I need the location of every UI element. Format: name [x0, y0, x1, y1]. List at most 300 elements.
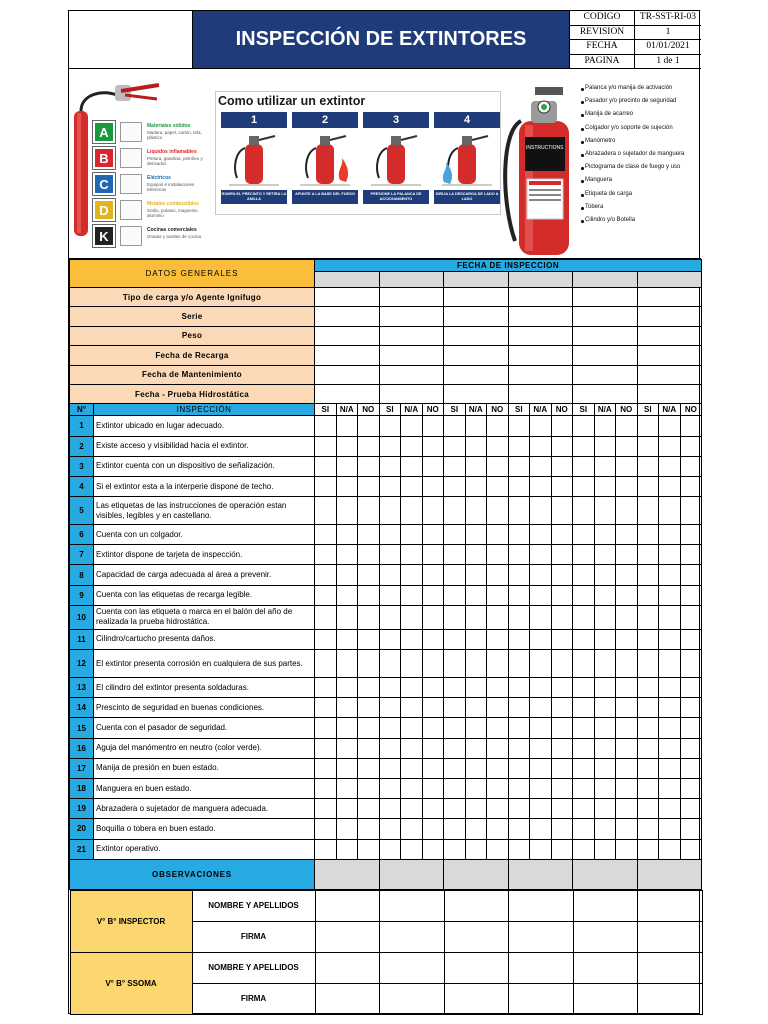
checkbox-cell[interactable]: [659, 718, 681, 738]
checkbox-cell[interactable]: [616, 605, 638, 629]
checkbox-cell[interactable]: [358, 565, 380, 585]
checkbox-cell[interactable]: [401, 416, 423, 436]
checkbox-cell[interactable]: [465, 778, 487, 798]
checkbox-cell[interactable]: [508, 650, 530, 678]
inspection-date-field[interactable]: [444, 272, 509, 288]
checkbox-cell[interactable]: [508, 565, 530, 585]
name-field[interactable]: [380, 890, 445, 921]
checkbox-cell[interactable]: [637, 778, 659, 798]
checkbox-cell[interactable]: [487, 629, 509, 649]
observation-field[interactable]: [508, 859, 573, 889]
checkbox-cell[interactable]: [637, 497, 659, 525]
checkbox-cell[interactable]: [487, 819, 509, 839]
checkbox-cell[interactable]: [659, 738, 681, 758]
checkbox-cell[interactable]: [379, 799, 401, 819]
checkbox-cell[interactable]: [358, 778, 380, 798]
checkbox-cell[interactable]: [508, 545, 530, 565]
checkbox-cell[interactable]: [358, 545, 380, 565]
checkbox-cell[interactable]: [530, 585, 552, 605]
checkbox-cell[interactable]: [358, 436, 380, 456]
checkbox-cell[interactable]: [508, 585, 530, 605]
checkbox-cell[interactable]: [616, 565, 638, 585]
checkbox-cell[interactable]: [465, 436, 487, 456]
checkbox-cell[interactable]: [594, 778, 616, 798]
checkbox-cell[interactable]: [422, 839, 444, 859]
checkbox-cell[interactable]: [551, 698, 573, 718]
checkbox-cell[interactable]: [551, 497, 573, 525]
checkbox-cell[interactable]: [336, 416, 358, 436]
checkbox-cell[interactable]: [379, 416, 401, 436]
checkbox-cell[interactable]: [358, 497, 380, 525]
general-data-field[interactable]: [508, 346, 573, 365]
checkbox-cell[interactable]: [594, 650, 616, 678]
general-data-field[interactable]: [637, 346, 702, 365]
general-data-field[interactable]: [573, 326, 638, 345]
checkbox-cell[interactable]: [530, 497, 552, 525]
checkbox-cell[interactable]: [551, 545, 573, 565]
checkbox-cell[interactable]: [358, 799, 380, 819]
checkbox-cell[interactable]: [401, 778, 423, 798]
inspection-date-field[interactable]: [315, 272, 380, 288]
checkbox-cell[interactable]: [659, 476, 681, 496]
checkbox-cell[interactable]: [336, 436, 358, 456]
checkbox-cell[interactable]: [336, 698, 358, 718]
signature-field[interactable]: [444, 983, 509, 1014]
checkbox-cell[interactable]: [401, 629, 423, 649]
signature-field[interactable]: [315, 921, 380, 952]
checkbox-cell[interactable]: [379, 585, 401, 605]
checkbox-cell[interactable]: [487, 585, 509, 605]
checkbox-cell[interactable]: [637, 819, 659, 839]
checkbox-cell[interactable]: [358, 650, 380, 678]
checkbox-cell[interactable]: [422, 525, 444, 545]
checkbox-cell[interactable]: [487, 778, 509, 798]
checkbox-cell[interactable]: [594, 476, 616, 496]
checkbox-cell[interactable]: [444, 525, 466, 545]
checkbox-cell[interactable]: [573, 778, 595, 798]
checkbox-cell[interactable]: [487, 605, 509, 629]
checkbox-cell[interactable]: [444, 629, 466, 649]
checkbox-cell[interactable]: [680, 565, 702, 585]
signature-field[interactable]: [444, 921, 509, 952]
general-data-field[interactable]: [444, 346, 509, 365]
checkbox-cell[interactable]: [401, 456, 423, 476]
checkbox-cell[interactable]: [680, 585, 702, 605]
checkbox-cell[interactable]: [315, 497, 337, 525]
checkbox-cell[interactable]: [336, 650, 358, 678]
checkbox-cell[interactable]: [487, 650, 509, 678]
checkbox-cell[interactable]: [551, 629, 573, 649]
checkbox-cell[interactable]: [422, 416, 444, 436]
signature-field[interactable]: [380, 921, 445, 952]
signature-field[interactable]: [315, 983, 380, 1014]
checkbox-cell[interactable]: [336, 839, 358, 859]
checkbox-cell[interactable]: [465, 497, 487, 525]
signature-field[interactable]: [380, 983, 445, 1014]
checkbox-cell[interactable]: [659, 678, 681, 698]
signature-field[interactable]: [509, 983, 574, 1014]
checkbox-cell[interactable]: [680, 476, 702, 496]
checkbox-cell[interactable]: [659, 650, 681, 678]
checkbox-cell[interactable]: [379, 497, 401, 525]
checkbox-cell[interactable]: [637, 629, 659, 649]
checkbox-cell[interactable]: [508, 497, 530, 525]
checkbox-cell[interactable]: [508, 456, 530, 476]
name-field[interactable]: [573, 890, 638, 921]
checkbox-cell[interactable]: [358, 629, 380, 649]
checkbox-cell[interactable]: [573, 758, 595, 778]
checkbox-cell[interactable]: [659, 585, 681, 605]
checkbox-cell[interactable]: [358, 738, 380, 758]
checkbox-cell[interactable]: [680, 525, 702, 545]
checkbox-cell[interactable]: [680, 436, 702, 456]
general-data-field[interactable]: [508, 326, 573, 345]
checkbox-cell[interactable]: [422, 650, 444, 678]
checkbox-cell[interactable]: [444, 698, 466, 718]
signature-field[interactable]: [573, 921, 638, 952]
checkbox-cell[interactable]: [444, 819, 466, 839]
checkbox-cell[interactable]: [422, 738, 444, 758]
checkbox-cell[interactable]: [336, 629, 358, 649]
checkbox-cell[interactable]: [659, 436, 681, 456]
general-data-field[interactable]: [444, 288, 509, 307]
checkbox-cell[interactable]: [551, 778, 573, 798]
checkbox-cell[interactable]: [594, 416, 616, 436]
checkbox-cell[interactable]: [573, 585, 595, 605]
checkbox-cell[interactable]: [637, 718, 659, 738]
checkbox-cell[interactable]: [573, 819, 595, 839]
checkbox-cell[interactable]: [315, 819, 337, 839]
checkbox-cell[interactable]: [594, 525, 616, 545]
checkbox-cell[interactable]: [551, 436, 573, 456]
checkbox-cell[interactable]: [315, 565, 337, 585]
checkbox-cell[interactable]: [594, 738, 616, 758]
general-data-field[interactable]: [508, 365, 573, 384]
checkbox-cell[interactable]: [616, 436, 638, 456]
checkbox-cell[interactable]: [336, 758, 358, 778]
checkbox-cell[interactable]: [315, 605, 337, 629]
checkbox-cell[interactable]: [315, 416, 337, 436]
checkbox-cell[interactable]: [379, 698, 401, 718]
signature-field[interactable]: [573, 983, 638, 1014]
checkbox-cell[interactable]: [358, 476, 380, 496]
checkbox-cell[interactable]: [465, 678, 487, 698]
checkbox-cell[interactable]: [444, 605, 466, 629]
general-data-field[interactable]: [315, 346, 380, 365]
checkbox-cell[interactable]: [659, 497, 681, 525]
checkbox-cell[interactable]: [336, 545, 358, 565]
checkbox-cell[interactable]: [465, 565, 487, 585]
checkbox-cell[interactable]: [379, 629, 401, 649]
checkbox-cell[interactable]: [573, 476, 595, 496]
checkbox-cell[interactable]: [422, 497, 444, 525]
checkbox-cell[interactable]: [659, 416, 681, 436]
general-data-field[interactable]: [379, 288, 444, 307]
checkbox-cell[interactable]: [616, 497, 638, 525]
checkbox-cell[interactable]: [637, 436, 659, 456]
general-data-field[interactable]: [573, 307, 638, 326]
checkbox-cell[interactable]: [680, 650, 702, 678]
checkbox-cell[interactable]: [487, 436, 509, 456]
observation-field[interactable]: [379, 859, 444, 889]
checkbox-cell[interactable]: [401, 497, 423, 525]
checkbox-cell[interactable]: [637, 799, 659, 819]
inspection-date-field[interactable]: [637, 272, 702, 288]
checkbox-cell[interactable]: [422, 585, 444, 605]
checkbox-cell[interactable]: [616, 819, 638, 839]
checkbox-cell[interactable]: [444, 476, 466, 496]
checkbox-cell[interactable]: [465, 545, 487, 565]
checkbox-cell[interactable]: [315, 456, 337, 476]
checkbox-cell[interactable]: [315, 436, 337, 456]
checkbox-cell[interactable]: [401, 819, 423, 839]
checkbox-cell[interactable]: [465, 629, 487, 649]
checkbox-cell[interactable]: [508, 476, 530, 496]
checkbox-cell[interactable]: [551, 416, 573, 436]
checkbox-cell[interactable]: [379, 819, 401, 839]
checkbox-cell[interactable]: [487, 497, 509, 525]
checkbox-cell[interactable]: [336, 525, 358, 545]
checkbox-cell[interactable]: [401, 758, 423, 778]
general-data-field[interactable]: [508, 307, 573, 326]
checkbox-cell[interactable]: [530, 758, 552, 778]
checkbox-cell[interactable]: [487, 525, 509, 545]
checkbox-cell[interactable]: [401, 799, 423, 819]
checkbox-cell[interactable]: [465, 738, 487, 758]
checkbox-cell[interactable]: [508, 678, 530, 698]
checkbox-cell[interactable]: [637, 585, 659, 605]
checkbox-cell[interactable]: [315, 650, 337, 678]
checkbox-cell[interactable]: [336, 605, 358, 629]
checkbox-cell[interactable]: [401, 476, 423, 496]
observation-field[interactable]: [637, 859, 702, 889]
checkbox-cell[interactable]: [508, 416, 530, 436]
general-data-field[interactable]: [637, 365, 702, 384]
checkbox-cell[interactable]: [358, 718, 380, 738]
checkbox-cell[interactable]: [508, 698, 530, 718]
checkbox-cell[interactable]: [530, 799, 552, 819]
checkbox-cell[interactable]: [379, 650, 401, 678]
checkbox-cell[interactable]: [659, 545, 681, 565]
checkbox-cell[interactable]: [422, 456, 444, 476]
checkbox-cell[interactable]: [616, 585, 638, 605]
checkbox-cell[interactable]: [530, 416, 552, 436]
checkbox-cell[interactable]: [616, 650, 638, 678]
checkbox-cell[interactable]: [551, 799, 573, 819]
checkbox-cell[interactable]: [379, 605, 401, 629]
checkbox-cell[interactable]: [465, 799, 487, 819]
checkbox-cell[interactable]: [530, 839, 552, 859]
checkbox-cell[interactable]: [336, 738, 358, 758]
inspection-date-field[interactable]: [573, 272, 638, 288]
checkbox-cell[interactable]: [358, 758, 380, 778]
checkbox-cell[interactable]: [422, 778, 444, 798]
checkbox-cell[interactable]: [315, 778, 337, 798]
checkbox-cell[interactable]: [637, 456, 659, 476]
general-data-field[interactable]: [637, 326, 702, 345]
checkbox-cell[interactable]: [358, 839, 380, 859]
general-data-field[interactable]: [573, 346, 638, 365]
general-data-field[interactable]: [315, 307, 380, 326]
checkbox-cell[interactable]: [401, 525, 423, 545]
checkbox-cell[interactable]: [530, 698, 552, 718]
general-data-field[interactable]: [444, 307, 509, 326]
checkbox-cell[interactable]: [444, 436, 466, 456]
checkbox-cell[interactable]: [637, 545, 659, 565]
checkbox-cell[interactable]: [637, 416, 659, 436]
checkbox-cell[interactable]: [659, 698, 681, 718]
checkbox-cell[interactable]: [336, 476, 358, 496]
checkbox-cell[interactable]: [336, 585, 358, 605]
checkbox-cell[interactable]: [594, 565, 616, 585]
checkbox-cell[interactable]: [530, 545, 552, 565]
checkbox-cell[interactable]: [315, 545, 337, 565]
checkbox-cell[interactable]: [379, 778, 401, 798]
general-data-field[interactable]: [637, 384, 702, 403]
checkbox-cell[interactable]: [551, 678, 573, 698]
checkbox-cell[interactable]: [401, 839, 423, 859]
checkbox-cell[interactable]: [637, 605, 659, 629]
name-field[interactable]: [315, 890, 380, 921]
observation-field[interactable]: [315, 859, 380, 889]
checkbox-cell[interactable]: [594, 456, 616, 476]
checkbox-cell[interactable]: [637, 525, 659, 545]
checkbox-cell[interactable]: [680, 416, 702, 436]
checkbox-cell[interactable]: [444, 650, 466, 678]
name-field[interactable]: [573, 952, 638, 983]
checkbox-cell[interactable]: [659, 456, 681, 476]
checkbox-cell[interactable]: [573, 650, 595, 678]
checkbox-cell[interactable]: [508, 629, 530, 649]
checkbox-cell[interactable]: [573, 678, 595, 698]
checkbox-cell[interactable]: [530, 565, 552, 585]
name-field[interactable]: [509, 890, 574, 921]
checkbox-cell[interactable]: [659, 778, 681, 798]
checkbox-cell[interactable]: [315, 476, 337, 496]
checkbox-cell[interactable]: [573, 497, 595, 525]
checkbox-cell[interactable]: [465, 525, 487, 545]
general-data-field[interactable]: [379, 307, 444, 326]
checkbox-cell[interactable]: [401, 605, 423, 629]
general-data-field[interactable]: [637, 288, 702, 307]
checkbox-cell[interactable]: [508, 525, 530, 545]
checkbox-cell[interactable]: [573, 799, 595, 819]
checkbox-cell[interactable]: [530, 778, 552, 798]
checkbox-cell[interactable]: [616, 476, 638, 496]
checkbox-cell[interactable]: [422, 629, 444, 649]
checkbox-cell[interactable]: [551, 525, 573, 545]
checkbox-cell[interactable]: [530, 650, 552, 678]
checkbox-cell[interactable]: [637, 476, 659, 496]
checkbox-cell[interactable]: [315, 678, 337, 698]
checkbox-cell[interactable]: [551, 565, 573, 585]
checkbox-cell[interactable]: [616, 416, 638, 436]
checkbox-cell[interactable]: [401, 738, 423, 758]
checkbox-cell[interactable]: [422, 476, 444, 496]
checkbox-cell[interactable]: [508, 799, 530, 819]
checkbox-cell[interactable]: [616, 758, 638, 778]
checkbox-cell[interactable]: [530, 605, 552, 629]
checkbox-cell[interactable]: [551, 456, 573, 476]
checkbox-cell[interactable]: [465, 718, 487, 738]
checkbox-cell[interactable]: [379, 678, 401, 698]
checkbox-cell[interactable]: [487, 416, 509, 436]
checkbox-cell[interactable]: [401, 436, 423, 456]
checkbox-cell[interactable]: [659, 605, 681, 629]
general-data-field[interactable]: [315, 288, 380, 307]
checkbox-cell[interactable]: [530, 525, 552, 545]
checkbox-cell[interactable]: [616, 525, 638, 545]
checkbox-cell[interactable]: [336, 678, 358, 698]
general-data-field[interactable]: [444, 384, 509, 403]
name-field[interactable]: [444, 952, 509, 983]
checkbox-cell[interactable]: [551, 650, 573, 678]
checkbox-cell[interactable]: [680, 819, 702, 839]
checkbox-cell[interactable]: [379, 839, 401, 859]
checkbox-cell[interactable]: [379, 738, 401, 758]
checkbox-cell[interactable]: [573, 839, 595, 859]
checkbox-cell[interactable]: [315, 799, 337, 819]
checkbox-cell[interactable]: [573, 738, 595, 758]
checkbox-cell[interactable]: [444, 545, 466, 565]
checkbox-cell[interactable]: [508, 605, 530, 629]
checkbox-cell[interactable]: [551, 718, 573, 738]
checkbox-cell[interactable]: [401, 698, 423, 718]
checkbox-cell[interactable]: [573, 718, 595, 738]
checkbox-cell[interactable]: [616, 629, 638, 649]
general-data-field[interactable]: [444, 365, 509, 384]
checkbox-cell[interactable]: [594, 605, 616, 629]
checkbox-cell[interactable]: [401, 678, 423, 698]
checkbox-cell[interactable]: [637, 698, 659, 718]
checkbox-cell[interactable]: [336, 456, 358, 476]
checkbox-cell[interactable]: [422, 698, 444, 718]
checkbox-cell[interactable]: [336, 778, 358, 798]
checkbox-cell[interactable]: [315, 525, 337, 545]
checkbox-cell[interactable]: [594, 629, 616, 649]
checkbox-cell[interactable]: [594, 545, 616, 565]
checkbox-cell[interactable]: [465, 839, 487, 859]
checkbox-cell[interactable]: [358, 416, 380, 436]
checkbox-cell[interactable]: [616, 678, 638, 698]
checkbox-cell[interactable]: [487, 718, 509, 738]
checkbox-cell[interactable]: [530, 819, 552, 839]
observation-field[interactable]: [444, 859, 509, 889]
checkbox-cell[interactable]: [444, 678, 466, 698]
checkbox-cell[interactable]: [659, 799, 681, 819]
checkbox-cell[interactable]: [680, 629, 702, 649]
checkbox-cell[interactable]: [616, 456, 638, 476]
checkbox-cell[interactable]: [637, 565, 659, 585]
checkbox-cell[interactable]: [422, 545, 444, 565]
checkbox-cell[interactable]: [487, 545, 509, 565]
checkbox-cell[interactable]: [444, 738, 466, 758]
checkbox-cell[interactable]: [422, 819, 444, 839]
signature-field[interactable]: [638, 983, 703, 1014]
checkbox-cell[interactable]: [573, 416, 595, 436]
checkbox-cell[interactable]: [637, 758, 659, 778]
general-data-field[interactable]: [379, 384, 444, 403]
checkbox-cell[interactable]: [594, 497, 616, 525]
general-data-field[interactable]: [508, 384, 573, 403]
checkbox-cell[interactable]: [551, 605, 573, 629]
checkbox-cell[interactable]: [444, 585, 466, 605]
checkbox-cell[interactable]: [379, 545, 401, 565]
signature-field[interactable]: [638, 921, 703, 952]
checkbox-cell[interactable]: [379, 456, 401, 476]
checkbox-cell[interactable]: [487, 565, 509, 585]
checkbox-cell[interactable]: [401, 565, 423, 585]
